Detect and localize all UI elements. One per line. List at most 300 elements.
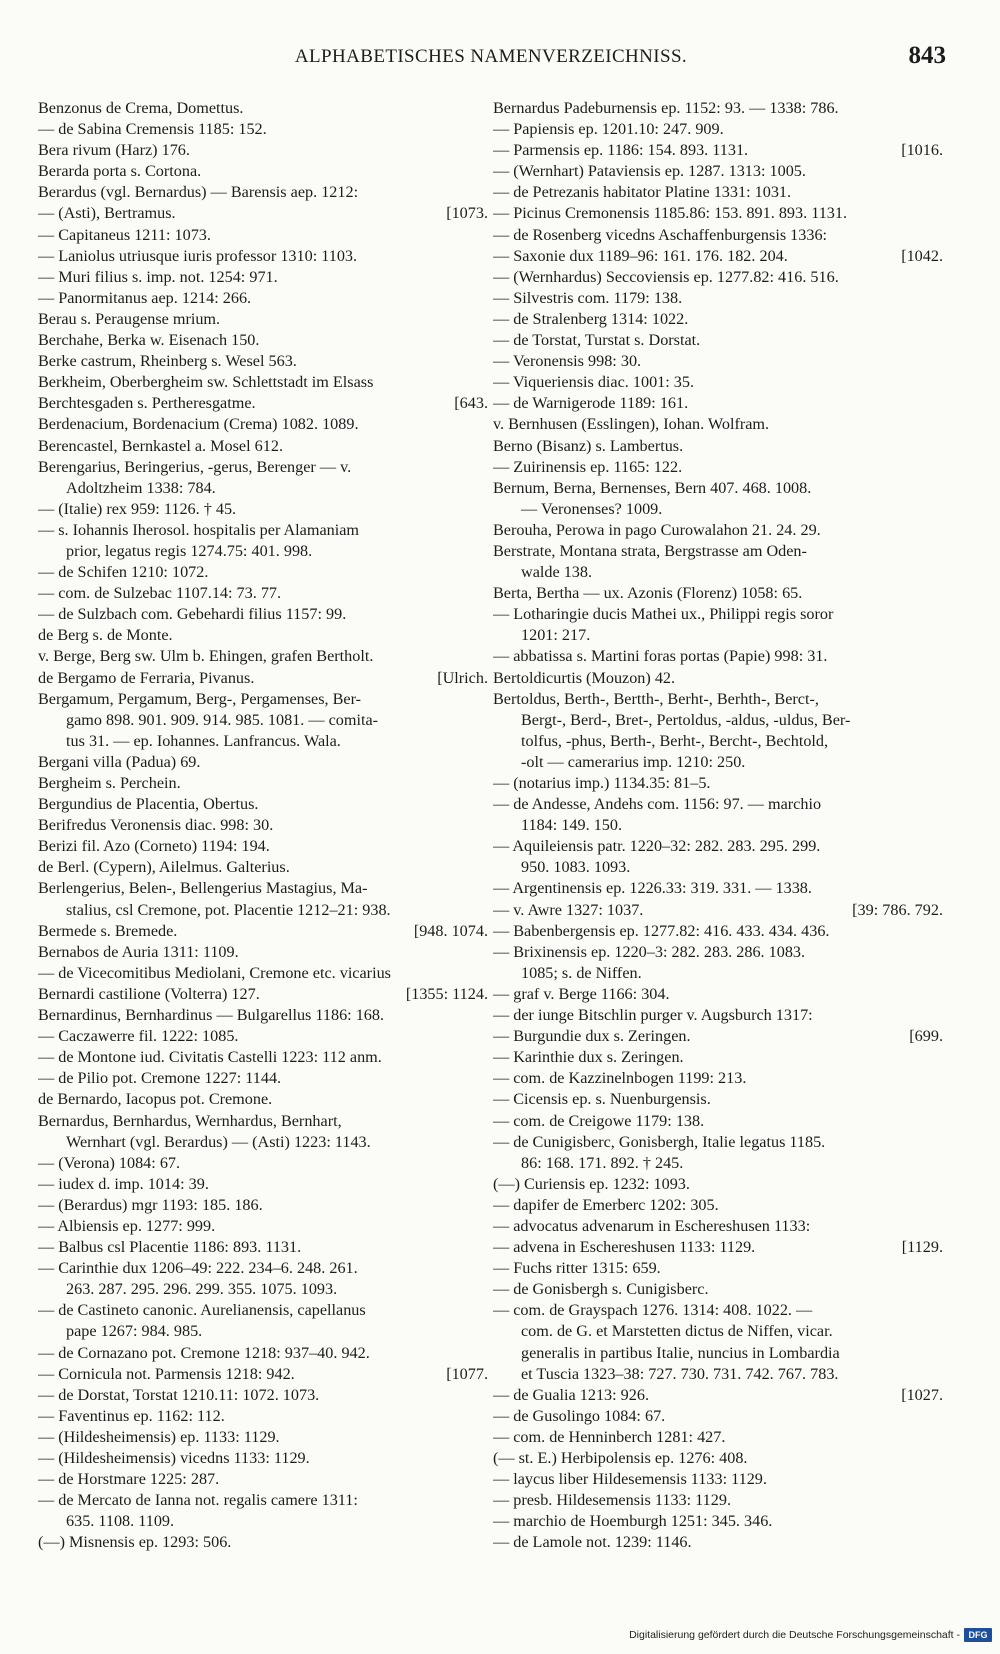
entry-text: Berta, Bertha — ux. Azonis (Florenz) 1058: 65. <box>493 584 803 603</box>
entry-text: — Karinthie dux s. Zeringen. <box>493 1048 684 1067</box>
entry-line <box>493 393 943 414</box>
entry-text: — Babenbergensis ep. 1277.82: 416. 433. 434. 436. <box>493 921 830 940</box>
entry-line <box>493 1532 943 1553</box>
entry-text: (—) Misnensis ep. 1293: 506. <box>38 1533 232 1552</box>
index-entry <box>493 1047 943 1068</box>
entry-text: — de Torstat, Turstat s. Dorstat. <box>493 331 701 350</box>
entry-text: — (Hildesheimensis) ep. 1133: 1129. <box>38 1427 280 1446</box>
index-entry <box>493 1026 943 1047</box>
entry-text: — de Gualia 1213: 926. <box>493 1385 650 1404</box>
entry-text: — Picinus Cremonensis 1185.86: 153. 891. 893. 1131. <box>493 204 848 223</box>
entry-line <box>38 1532 488 1553</box>
entry-continuation-line <box>493 963 943 984</box>
entry-text: — de Stralenberg 1314: 1022. <box>493 309 689 328</box>
index-entry <box>493 1089 943 1110</box>
index-entry <box>38 372 488 393</box>
index-entry <box>38 689 488 752</box>
entry-text: — com. de Kazzinelnbogen 1199: 213. <box>493 1069 747 1088</box>
footer-credit <box>629 1626 992 1644</box>
entry-continuation-line <box>493 562 943 583</box>
left-column <box>38 98 488 1553</box>
index-entry <box>38 1153 488 1174</box>
index-entry <box>493 203 943 224</box>
entry-line <box>38 351 488 372</box>
entry-text: Berardus (vgl. Bernardus) — Barensis aep. 1212: <box>38 183 359 202</box>
index-entry <box>38 1364 488 1385</box>
index-entry <box>38 330 488 351</box>
index-entry <box>38 1427 488 1448</box>
entry-line <box>38 1216 488 1237</box>
entry-text: — advocatus advenarum in Eschereshusen 1133: <box>493 1216 811 1235</box>
entry-text: — de Cornazano pot. Cremone 1218: 937–40. 942. <box>38 1343 370 1362</box>
entry-line <box>38 878 488 899</box>
entry-text: Berno (Bisanz) s. Lambertus. <box>493 436 684 455</box>
entry-text: — de Gusolingo 1084: 67. <box>493 1406 666 1425</box>
entry-text: Bertoldus, Berth-, Bertth-, Berht-, Berhth-, Berct-, <box>493 689 819 708</box>
carry-over-fragment: [1027. <box>901 1385 943 1404</box>
entry-line <box>493 1511 943 1532</box>
index-entry <box>38 161 488 182</box>
entry-line <box>493 984 943 1005</box>
entry-line <box>493 330 943 351</box>
entry-text: — Viqueriensis diac. 1001: 35. <box>493 373 695 392</box>
index-entry <box>493 1068 943 1089</box>
index-entry <box>38 1237 488 1258</box>
index-entry <box>38 562 488 583</box>
entry-line <box>38 857 488 878</box>
index-entry <box>493 1132 943 1174</box>
entry-line <box>493 520 943 541</box>
entry-text: — Argentinensis ep. 1226.33: 319. 331. — 1338. <box>493 879 812 898</box>
entry-text: 1085; s. de Niffen. <box>521 963 642 982</box>
entry-line <box>493 668 943 689</box>
entry-line <box>38 225 488 246</box>
entry-text: (— st. E.) Herbipolensis ep. 1276: 408. <box>493 1449 748 1467</box>
entry-line <box>493 689 943 710</box>
entry-text: — Fuchs ritter 1315: 659. <box>493 1259 661 1278</box>
entry-line <box>38 267 488 288</box>
entry-line <box>493 1300 943 1321</box>
index-entry <box>493 478 943 520</box>
index-entry <box>493 1511 943 1532</box>
entry-line <box>38 1343 488 1364</box>
entry-text: Berouha, Perowa in pago Curowalahon 21. 24. 29. <box>493 520 821 539</box>
entry-line <box>38 140 488 161</box>
entry-text: — presb. Hildesemensis 1133: 1129. <box>493 1491 731 1510</box>
entry-line <box>38 689 488 710</box>
index-entry <box>38 499 488 520</box>
entry-line <box>493 583 943 604</box>
index-entry <box>493 646 943 667</box>
entry-continuation-line <box>493 857 943 878</box>
entry-line <box>38 119 488 140</box>
index-entry <box>38 921 488 942</box>
index-entry <box>493 520 943 541</box>
index-entry <box>38 1469 488 1490</box>
entry-text: — advena in Eschereshusen 1133: 1129. <box>493 1238 756 1257</box>
entry-continuation-line <box>493 710 943 731</box>
entry-line <box>493 161 943 182</box>
entry-text: — Balbus csl Placentie 1186: 893. 1131. <box>38 1238 302 1257</box>
index-entry <box>38 288 488 309</box>
entry-text: — (Italie) rex 959: 1126. † 45. <box>38 499 237 518</box>
entry-text: — dapifer de Emerberc 1202: 305. <box>493 1195 719 1214</box>
entry-line <box>38 182 488 203</box>
index-entry <box>493 1427 943 1448</box>
entry-line <box>38 203 488 224</box>
entry-text: Berizi fil. Azo (Corneto) 1194: 194. <box>38 837 270 856</box>
entry-line <box>38 1153 488 1174</box>
entry-continuation-line <box>493 731 943 752</box>
index-entry <box>493 1469 943 1490</box>
page-number: 843 <box>908 42 946 69</box>
entry-text: tus 31. — ep. Iohannes. Lanfrancus. Wala. <box>66 731 341 750</box>
entry-text: — Cornicula not. Parmensis 1218: 942. <box>38 1364 295 1383</box>
entry-line <box>493 309 943 330</box>
entry-text: Bergt-, Berd-, Bret-, Pertoldus, -aldus, -uldus, Ber- <box>521 710 851 729</box>
entry-text: Bernardus, Bernhardus, Wernhardus, Bernhart, <box>38 1111 342 1130</box>
index-entry <box>38 646 488 667</box>
entry-text: de Bernardo, Iacopus pot. Cremone. <box>38 1090 273 1109</box>
entry-line <box>38 98 488 119</box>
entry-text: — (Verona) 1084: 67. <box>38 1153 181 1172</box>
entry-line <box>493 246 943 267</box>
entry-text: 950. 1083. 1093. <box>521 858 631 877</box>
index-entry <box>493 267 943 288</box>
entry-line <box>38 942 488 963</box>
entry-text: — Aquileiensis patr. 1220–32: 282. 283. 295. 299. <box>493 837 821 856</box>
entry-text: Berchahe, Berka w. Eisenach 150. <box>38 331 260 350</box>
entry-line <box>493 267 943 288</box>
entry-line <box>493 351 943 372</box>
entry-text: — (Wernhart) Pataviensis ep. 1287. 1313: 1005. <box>493 162 806 181</box>
index-entry <box>493 1005 943 1026</box>
index-entry <box>38 140 488 161</box>
entry-line <box>493 942 943 963</box>
index-entry <box>38 1089 488 1110</box>
index-entry <box>493 414 943 435</box>
entry-line <box>38 646 488 667</box>
entry-text: de Bergamo de Ferraria, Pivanus. <box>38 668 255 687</box>
index-entry <box>493 583 943 604</box>
index-entry <box>493 1195 943 1216</box>
index-entry <box>493 225 943 246</box>
entry-text: com. de G. et Marstetten dictus de Niffen, vicar. <box>521 1322 833 1341</box>
entry-text: — der iunge Bitschlin purger v. Augsburch 1317: <box>493 1006 813 1025</box>
index-entry <box>38 604 488 625</box>
entry-line <box>493 1427 943 1448</box>
entry-text: — s. Iohannis Iherosol. hospitalis per Alamaniam <box>38 520 359 539</box>
entry-line <box>38 752 488 773</box>
entry-line <box>38 604 488 625</box>
index-entry <box>38 773 488 794</box>
entry-text: Bergheim s. Perchein. <box>38 774 181 792</box>
entry-text: — de Cunigisberc, Gonisbergh, Italie legatus 1185. <box>493 1132 826 1151</box>
entry-line <box>493 288 943 309</box>
entry-text: — (Berardus) mgr 1193: 185. 186. <box>38 1195 263 1214</box>
entry-line <box>38 1427 488 1448</box>
entry-text: — de Vicecomitibus Mediolani, Cremone etc. vicarius <box>38 963 391 982</box>
entry-line <box>38 309 488 330</box>
entry-text: Bermede s. Bremede. <box>38 921 178 940</box>
entry-line <box>38 330 488 351</box>
entry-line <box>493 182 943 203</box>
entry-line <box>38 246 488 267</box>
index-entry <box>38 1216 488 1237</box>
entry-text: — Zuirinensis ep. 1165: 122. <box>493 457 683 476</box>
entry-text: Berstrate, Montana strata, Bergstrasse am Oden- <box>493 541 807 560</box>
index-entry <box>493 1448 943 1469</box>
entry-text: — com. de Grayspach 1276. 1314: 408. 1022. — <box>493 1301 813 1320</box>
entry-text: v. Berge, Berg sw. Ulm b. Ehingen, grafen Bertholt. <box>38 647 374 666</box>
index-entry <box>493 457 943 478</box>
entry-line <box>493 1406 943 1427</box>
entry-line <box>38 625 488 646</box>
entry-text: — com. de Creigowe 1179: 138. <box>493 1111 705 1130</box>
index-entry <box>493 668 943 689</box>
entry-line <box>38 1385 488 1406</box>
entry-line <box>38 963 488 984</box>
entry-line <box>493 1448 943 1469</box>
entry-line <box>493 414 943 435</box>
index-entry <box>38 942 488 963</box>
entry-text: Bernum, Berna, Bernenses, Bern 407. 468. 1008. <box>493 478 812 497</box>
entry-line <box>38 1068 488 1089</box>
index-entry <box>38 1343 488 1364</box>
entry-text: Berchtesgaden s. Pertheresgatme. <box>38 394 256 413</box>
entry-text: Berarda porta s. Cortona. <box>38 162 202 181</box>
entry-line <box>493 1132 943 1153</box>
index-entry <box>493 1279 943 1300</box>
index-entry <box>38 351 488 372</box>
running-head: ALPHABETISCHES NAMENVERZEICHNISS. <box>294 46 688 67</box>
entry-line <box>493 773 943 794</box>
index-entry <box>493 604 943 646</box>
entry-text: Berdenacium, Bordenacium (Crema) 1082. 1089. <box>38 415 359 434</box>
entry-continuation-line <box>38 478 488 499</box>
entry-continuation-line <box>38 731 488 752</box>
entry-continuation-line <box>493 1321 943 1342</box>
entry-text: Berengarius, Beringerius, -gerus, Berenger — v. <box>38 457 352 476</box>
entry-text: — de Andesse, Andehs com. 1156: 97. — marchio <box>493 795 822 814</box>
index-entry <box>38 436 488 457</box>
index-entry <box>38 225 488 246</box>
entry-line <box>38 499 488 520</box>
entry-line <box>493 1174 943 1195</box>
index-entry <box>493 246 943 267</box>
entry-continuation-line <box>493 815 943 836</box>
entry-line <box>38 457 488 478</box>
page-header <box>36 44 946 74</box>
entry-text: Bernardi castilione (Volterra) 127. <box>38 984 260 1003</box>
index-entry <box>493 1174 943 1195</box>
index-entry <box>493 794 943 836</box>
index-entry <box>38 878 488 920</box>
entry-line <box>38 1237 488 1258</box>
index-entry <box>38 1532 488 1553</box>
entry-text: — Papiensis ep. 1201.10: 247. 909. <box>493 120 724 139</box>
carry-over-fragment: [1073. <box>446 204 488 223</box>
entry-line <box>38 1089 488 1110</box>
index-entry <box>38 1300 488 1342</box>
footer-credit-text: Digitalisierung gefördert durch die Deutsche Forschungsgemeinschaft - <box>629 1629 960 1641</box>
entry-line <box>493 1089 943 1110</box>
index-entry <box>493 878 943 899</box>
carry-over-fragment: [39: 786. 792. <box>852 900 943 919</box>
entry-line <box>493 1195 943 1216</box>
entry-line <box>493 1469 943 1490</box>
entry-line <box>38 794 488 815</box>
index-entry <box>38 1111 488 1153</box>
carry-over-fragment: [1077. <box>446 1364 488 1383</box>
entry-line <box>38 1174 488 1195</box>
entry-line <box>493 478 943 499</box>
entry-line <box>493 1005 943 1026</box>
entry-text: Berau s. Peraugense mrium. <box>38 309 221 328</box>
carry-over-fragment: [1016. <box>901 141 943 160</box>
entry-text: — Carinthie dux 1206–49: 222. 234–6. 248. 261. <box>38 1259 358 1278</box>
index-entry <box>493 921 943 942</box>
entry-text: Adoltzheim 1338: 784. <box>66 478 216 497</box>
index-entry <box>38 1385 488 1406</box>
index-entry <box>38 583 488 604</box>
entry-text: Berencastel, Bernkastel a. Mosel 612. <box>38 436 283 455</box>
index-entry <box>38 668 488 689</box>
entry-text: Wernhart (vgl. Berardus) — (Asti) 1223: 1143. <box>66 1132 371 1151</box>
entry-text: — (Asti), Bertramus. <box>38 204 176 223</box>
entry-line <box>493 1279 943 1300</box>
entry-text: — (Wernhardus) Seccoviensis ep. 1277.82: 416. 516. <box>493 267 839 286</box>
index-entry <box>38 1047 488 1068</box>
entry-continuation-line <box>38 710 488 731</box>
entry-line <box>493 1216 943 1237</box>
entry-line <box>38 393 488 414</box>
index-entry <box>493 1300 943 1384</box>
entry-line <box>38 562 488 583</box>
index-entry <box>38 857 488 878</box>
entry-text: — Capitaneus 1211: 1073. <box>38 225 211 244</box>
index-entry <box>38 984 488 1005</box>
index-entry <box>38 752 488 773</box>
index-entry <box>38 414 488 435</box>
entry-line <box>493 1237 943 1258</box>
entry-line <box>493 372 943 393</box>
entry-line <box>38 1469 488 1490</box>
entry-line <box>38 921 488 942</box>
entry-text: — de Sabina Cremensis 1185: 152. <box>38 120 267 139</box>
entry-text: Berlengerius, Belen-, Bellengerius Mastagius, Ma- <box>38 879 368 898</box>
entry-line <box>493 98 943 119</box>
entry-text: — Albiensis ep. 1277: 999. <box>38 1216 216 1235</box>
entry-line <box>493 119 943 140</box>
entry-line <box>38 1448 488 1469</box>
entry-text: — Lotharingie ducis Mathei ux., Philippi regis soror <box>493 605 834 624</box>
entry-line <box>38 436 488 457</box>
entry-continuation-line <box>38 1279 488 1300</box>
entry-line <box>38 161 488 182</box>
entry-line <box>38 668 488 689</box>
entry-text: — de Castineto canonic. Aurelianensis, capellanus <box>38 1301 366 1320</box>
entry-text: Bergani villa (Padua) 69. <box>38 752 201 771</box>
index-entry <box>38 963 488 984</box>
index-entry <box>493 393 943 414</box>
entry-text: Bernardinus, Bernhardinus — Bulgarellus 1186: 168. <box>38 1006 385 1025</box>
entry-text: — marchio de Hoemburgh 1251: 345. 346. <box>493 1512 773 1531</box>
entry-line <box>493 921 943 942</box>
index-entry <box>493 140 943 161</box>
entry-line <box>493 604 943 625</box>
entry-line <box>38 288 488 309</box>
index-entry <box>493 836 943 878</box>
index-entry <box>38 1448 488 1469</box>
index-entry <box>38 119 488 140</box>
entry-text: stalius, csl Cremone, pot. Placentie 1212–21: 938. <box>66 900 391 919</box>
entry-line <box>493 1385 943 1406</box>
index-entry <box>493 161 943 182</box>
entry-line <box>38 1195 488 1216</box>
entry-text: — Veronenses? 1009. <box>521 499 663 518</box>
index-entry <box>38 1406 488 1427</box>
entry-text: — de Montone iud. Civitatis Castelli 1223: 112 anm. <box>38 1048 382 1067</box>
carry-over-fragment: [1355: 1124. <box>405 984 488 1003</box>
entry-line <box>493 1258 943 1279</box>
index-entry <box>38 625 488 646</box>
entry-text: pape 1267: 984. 985. <box>66 1322 203 1341</box>
entry-text: — Muri filius s. imp. not. 1254: 971. <box>38 267 278 286</box>
index-entry <box>493 1111 943 1132</box>
entry-line <box>493 203 943 224</box>
entry-continuation-line <box>493 1343 943 1364</box>
entry-continuation-line <box>493 499 943 520</box>
entry-line <box>493 878 943 899</box>
index-entry <box>493 182 943 203</box>
entry-text: Bernabos de Auria 1311: 1109. <box>38 942 239 961</box>
entry-line <box>38 1026 488 1047</box>
carry-over-fragment: [643. <box>454 394 488 413</box>
entry-text: — Burgundie dux s. Zeringen. <box>493 1027 691 1046</box>
index-entry <box>493 330 943 351</box>
entry-text: — de Rosenberg vicedns Aschaffenburgensis 1336: <box>493 225 828 244</box>
index-entry <box>38 1490 488 1532</box>
index-entry <box>38 1174 488 1195</box>
entry-line <box>38 1047 488 1068</box>
index-entry <box>38 836 488 857</box>
entry-text: — v. Awre 1327: 1037. <box>493 900 644 919</box>
index-entry <box>38 182 488 203</box>
entry-line <box>493 646 943 667</box>
entry-text: walde 138. <box>521 563 593 582</box>
entry-continuation-line <box>493 1364 943 1385</box>
entry-text: 635. 1108. 1109. <box>66 1512 175 1531</box>
entry-line <box>38 815 488 836</box>
entry-text: Berkheim, Oberbergheim sw. Schlettstadt im Elsass <box>38 373 374 392</box>
index-entry <box>493 942 943 984</box>
entry-text: — de Horstmare 1225: 287. <box>38 1470 220 1489</box>
carry-over-fragment: [1042. <box>901 246 943 265</box>
index-entry <box>493 541 943 583</box>
index-entry <box>493 1385 943 1406</box>
entry-line <box>493 900 943 921</box>
index-entry <box>38 1258 488 1300</box>
entry-text: — de Pilio pot. Cremone 1227: 1144. <box>38 1069 282 1088</box>
entry-text: — Brixinensis ep. 1220–3: 282. 283. 286. 1083. <box>493 942 806 961</box>
entry-text: prior, legatus regis 1274.75: 401. 998. <box>66 541 313 560</box>
entry-line <box>493 1068 943 1089</box>
entry-text: — com. de Henninberch 1281: 427. <box>493 1427 726 1446</box>
entry-continuation-line <box>38 541 488 562</box>
entry-line <box>38 984 488 1005</box>
entry-text: Bergundius de Placentia, Obertus. <box>38 795 259 814</box>
